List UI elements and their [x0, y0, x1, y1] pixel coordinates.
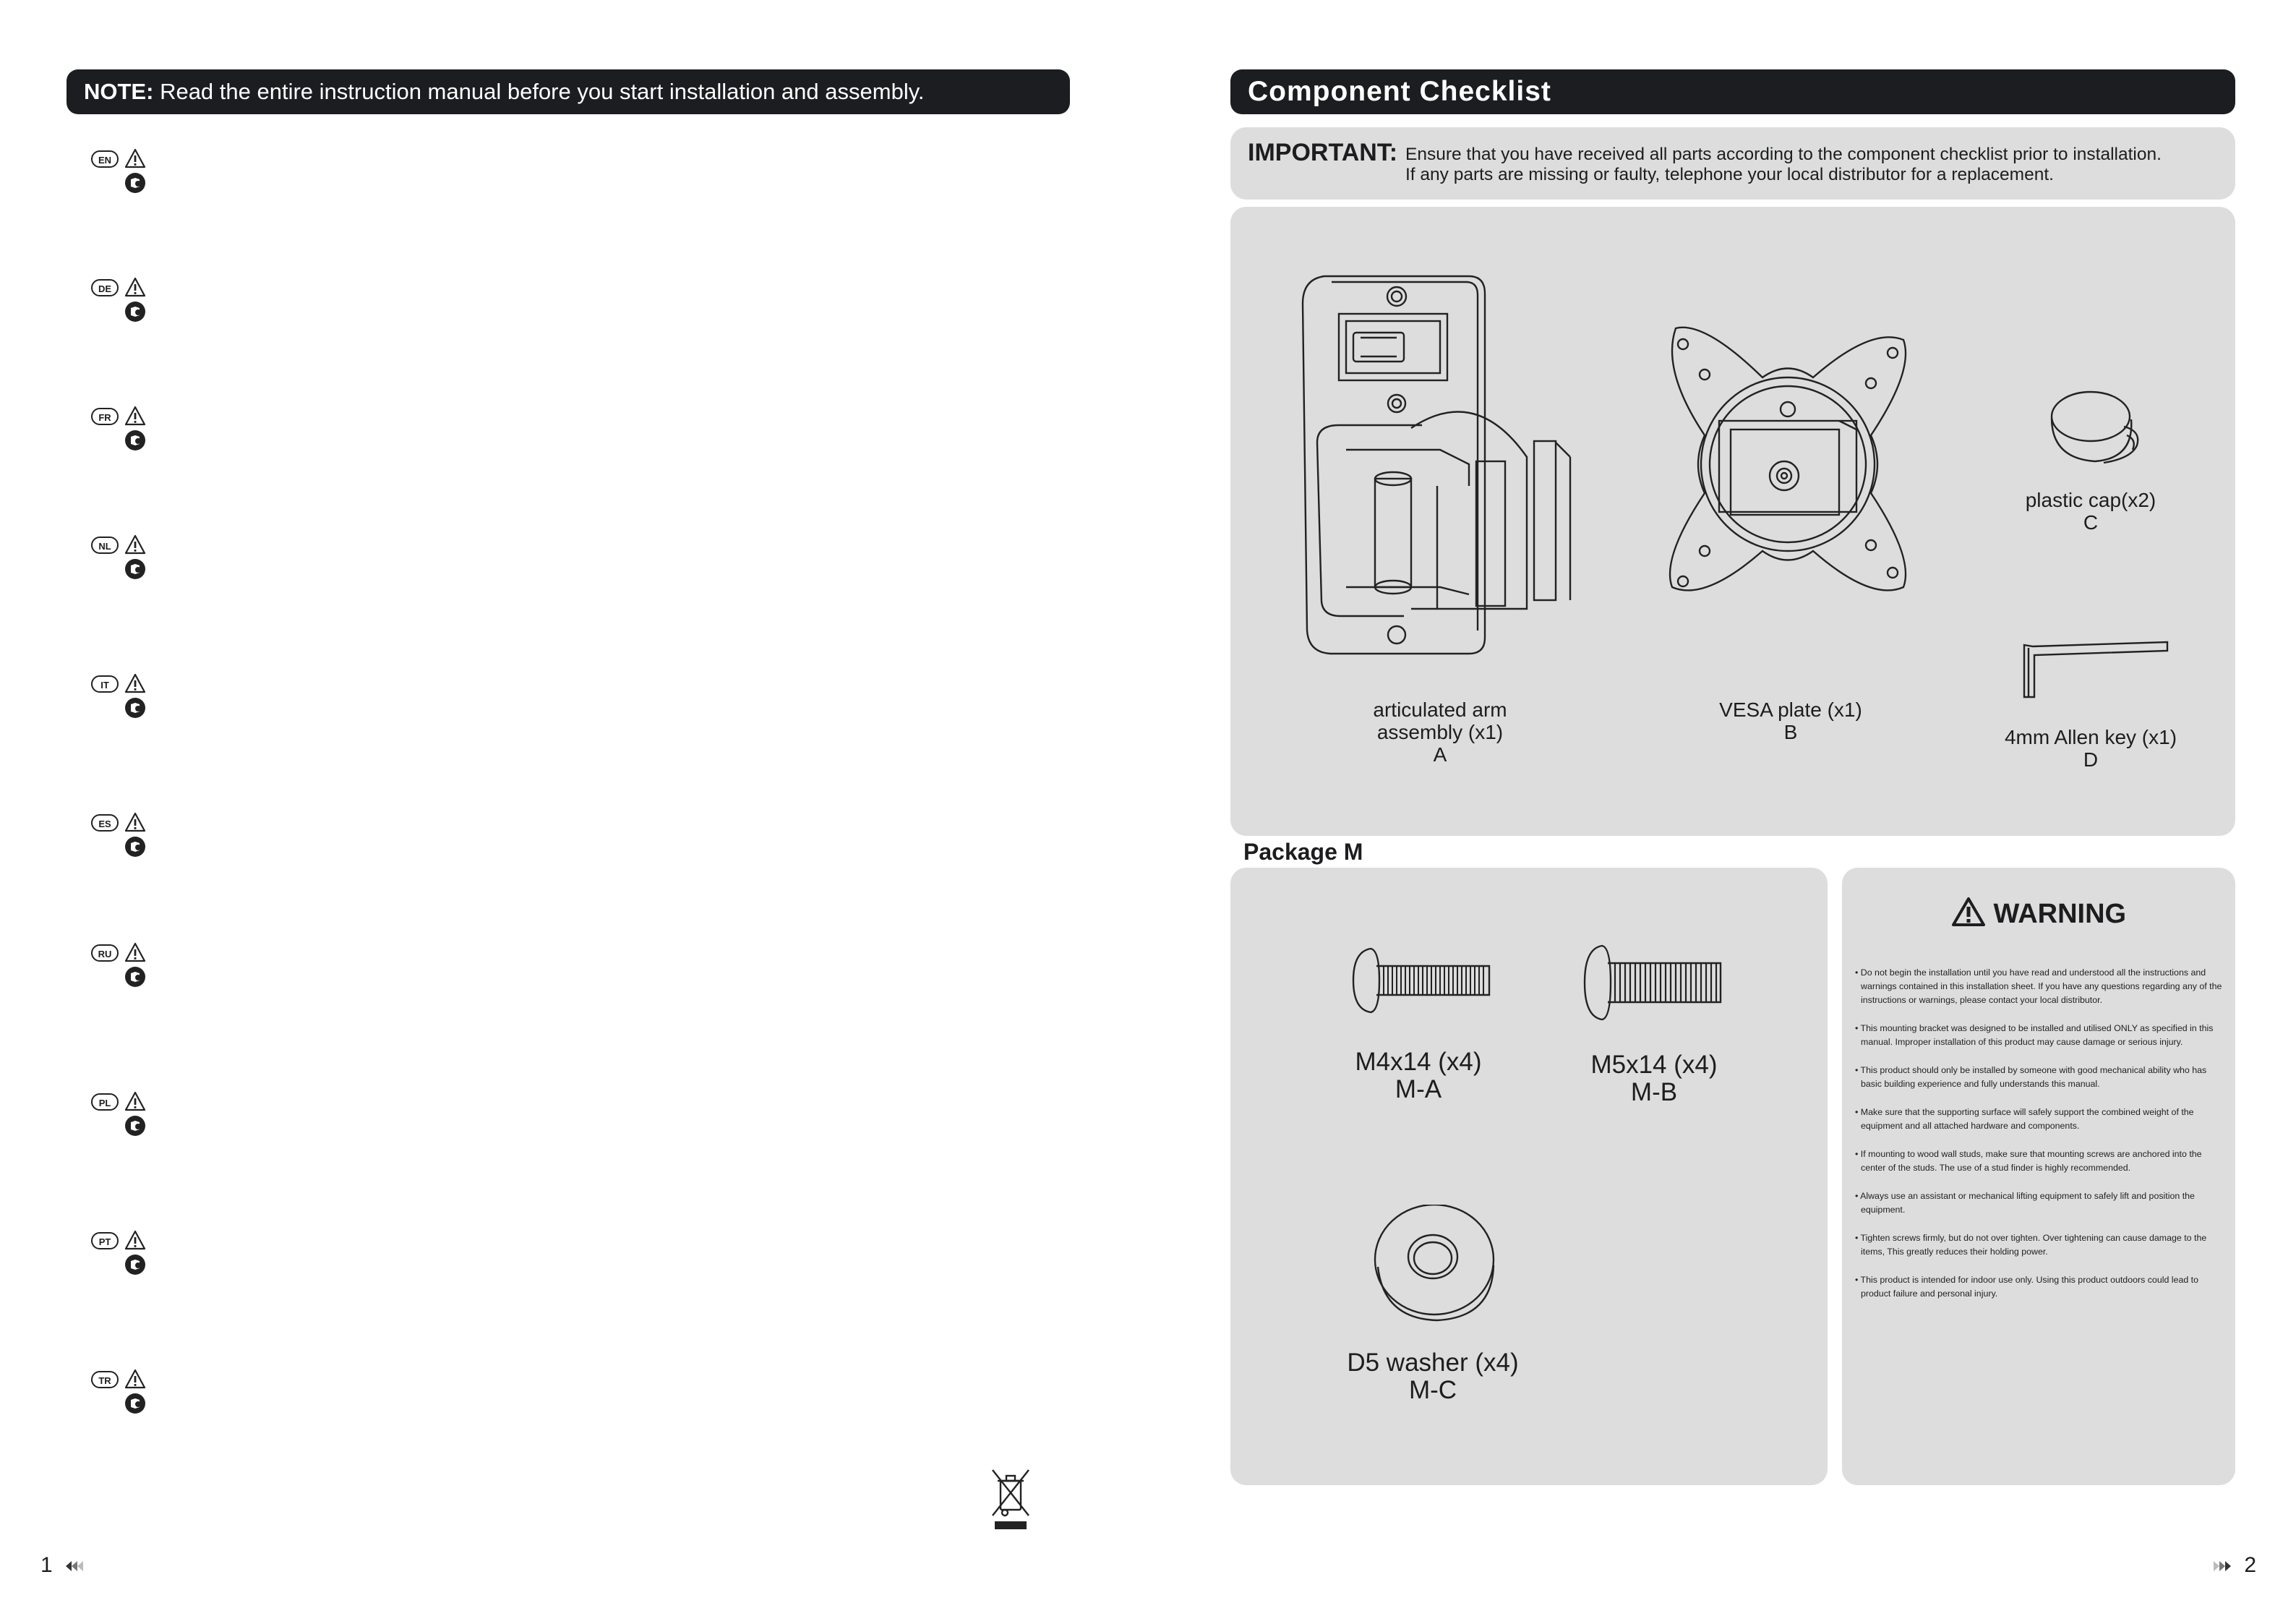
language-code-badge: EN [91, 150, 119, 168]
warning-triangle-icon [124, 1091, 146, 1111]
component-checklist-title: Component Checklist [1230, 69, 2235, 114]
part-a-caption: articulated arm assembly (x1) A [1373, 698, 1507, 766]
read-manual-icon [124, 558, 146, 580]
warning-triangle-icon [124, 406, 146, 426]
package-m-title: Package M [1243, 839, 1363, 865]
allen-key-illustration [2021, 641, 2173, 706]
warning-triangle-icon [124, 1230, 146, 1250]
warning-item: • Do not begin the installation until you have read and understood all the instructions and warnings contained in this installation sheet. If you have any questions regarding any of the instructions or warnings, please contact your local distributor. [1855, 967, 2222, 1005]
warning-item: • This mounting bracket was designed to be installed and utilised ONLY as specified in this manual. Improper installation of this product may cause damage or serious injury. [1855, 1023, 2214, 1047]
important-box [1230, 127, 2235, 200]
warning-triangle-icon [1951, 897, 1986, 927]
part-d-caption: 4mm Allen key (x1) D [2004, 726, 2177, 771]
important-line-2: If any parts are missing or faulty, telephone your local distributor for a replacement. [1405, 165, 2054, 184]
warning-triangle-icon [124, 1369, 146, 1389]
warning-item: • Always use an assistant or mechanical lifting equipment to safely lift and position the equipment. [1855, 1191, 2195, 1215]
note-label: NOTE: [84, 79, 154, 104]
language-code-badge: PT [91, 1232, 119, 1249]
part-c-caption: plastic cap(x2) C [2025, 489, 2156, 534]
warning-item: • Tighten screws firmly, but do not over tighten. Over tightening can cause damage to the items, This greatly reduces their holding power. [1855, 1233, 2207, 1257]
articulated-arm-illustration [1295, 269, 1577, 659]
language-code-badge: ES [91, 814, 119, 832]
m4-screw-caption: M4x14 (x4) M-A [1355, 1048, 1482, 1103]
m5-screw-illustration [1582, 943, 1726, 1022]
warning-item: • This product is intended for indoor use only. Using this product outdoors could lead to product failure and personal injury. [1855, 1275, 2198, 1299]
read-manual-icon [124, 301, 146, 322]
read-manual-icon [124, 429, 146, 451]
warning-heading [1842, 897, 2235, 930]
warning-triangle-icon [124, 673, 146, 693]
read-manual-icon [124, 697, 146, 719]
warning-triangle-icon [124, 148, 146, 168]
language-code-badge: FR [91, 408, 119, 425]
warning-item: • If mounting to wood wall studs, make sure that mounting screws are anchored into the center of the studs. The use of a stud finder is highly recommended. [1855, 1149, 2202, 1173]
m4-screw-illustration [1350, 944, 1495, 1017]
important-line-1: Ensure that you have received all parts according to the component checklist prior to installation. [1405, 145, 2162, 164]
language-code-badge: TR [91, 1371, 119, 1388]
page-number-right: 2 [2212, 1553, 2256, 1578]
m5-screw-caption: M5x14 (x4) M-B [1590, 1051, 1718, 1106]
warning-title: WARNING [1993, 899, 2127, 929]
package-m-panel [1230, 868, 1828, 1485]
note-banner [67, 69, 1070, 114]
warning-panel [1842, 868, 2235, 1485]
language-code-badge: NL [91, 537, 119, 554]
weee-bin-icon [990, 1468, 1031, 1533]
language-code-badge: RU [91, 944, 119, 962]
warning-item: • Make sure that the supporting surface will safely support the combined weight of the equipment and all attached hardware and components. [1855, 1107, 2194, 1131]
warning-triangle-icon [124, 812, 146, 832]
read-manual-icon [124, 836, 146, 858]
forward-arrows-icon [2212, 1558, 2238, 1574]
page-number-left: 1 [40, 1553, 85, 1578]
read-manual-icon [124, 172, 146, 194]
read-manual-icon [124, 1115, 146, 1137]
language-code-badge: PL [91, 1093, 119, 1111]
part-b-caption: VESA plate (x1) B [1719, 698, 1862, 743]
note-text: Read the entire instruction manual before you start installation and assembly. [160, 79, 925, 104]
d5-washer-illustration [1372, 1205, 1499, 1325]
warning-triangle-icon [124, 277, 146, 297]
read-manual-icon [124, 966, 146, 988]
language-code-badge: IT [91, 675, 119, 693]
warning-list [1855, 966, 2228, 1315]
read-manual-icon [124, 1393, 146, 1414]
d5-washer-caption: D5 washer (x4) M-C [1347, 1349, 1519, 1404]
language-code-badge: DE [91, 279, 119, 296]
warning-triangle-icon [124, 534, 146, 555]
vesa-plate-illustration [1654, 320, 1922, 609]
parts-panel [1230, 207, 2235, 836]
plastic-cap-illustration [2044, 380, 2146, 474]
warning-triangle-icon [124, 942, 146, 962]
rewind-arrows-icon [59, 1558, 85, 1574]
read-manual-icon [124, 1254, 146, 1275]
important-label: IMPORTANT: [1248, 139, 1398, 166]
warning-item: • This product should only be installed by someone with good mechanical ability who has basic building experience and fully understands this manual. [1855, 1065, 2207, 1089]
